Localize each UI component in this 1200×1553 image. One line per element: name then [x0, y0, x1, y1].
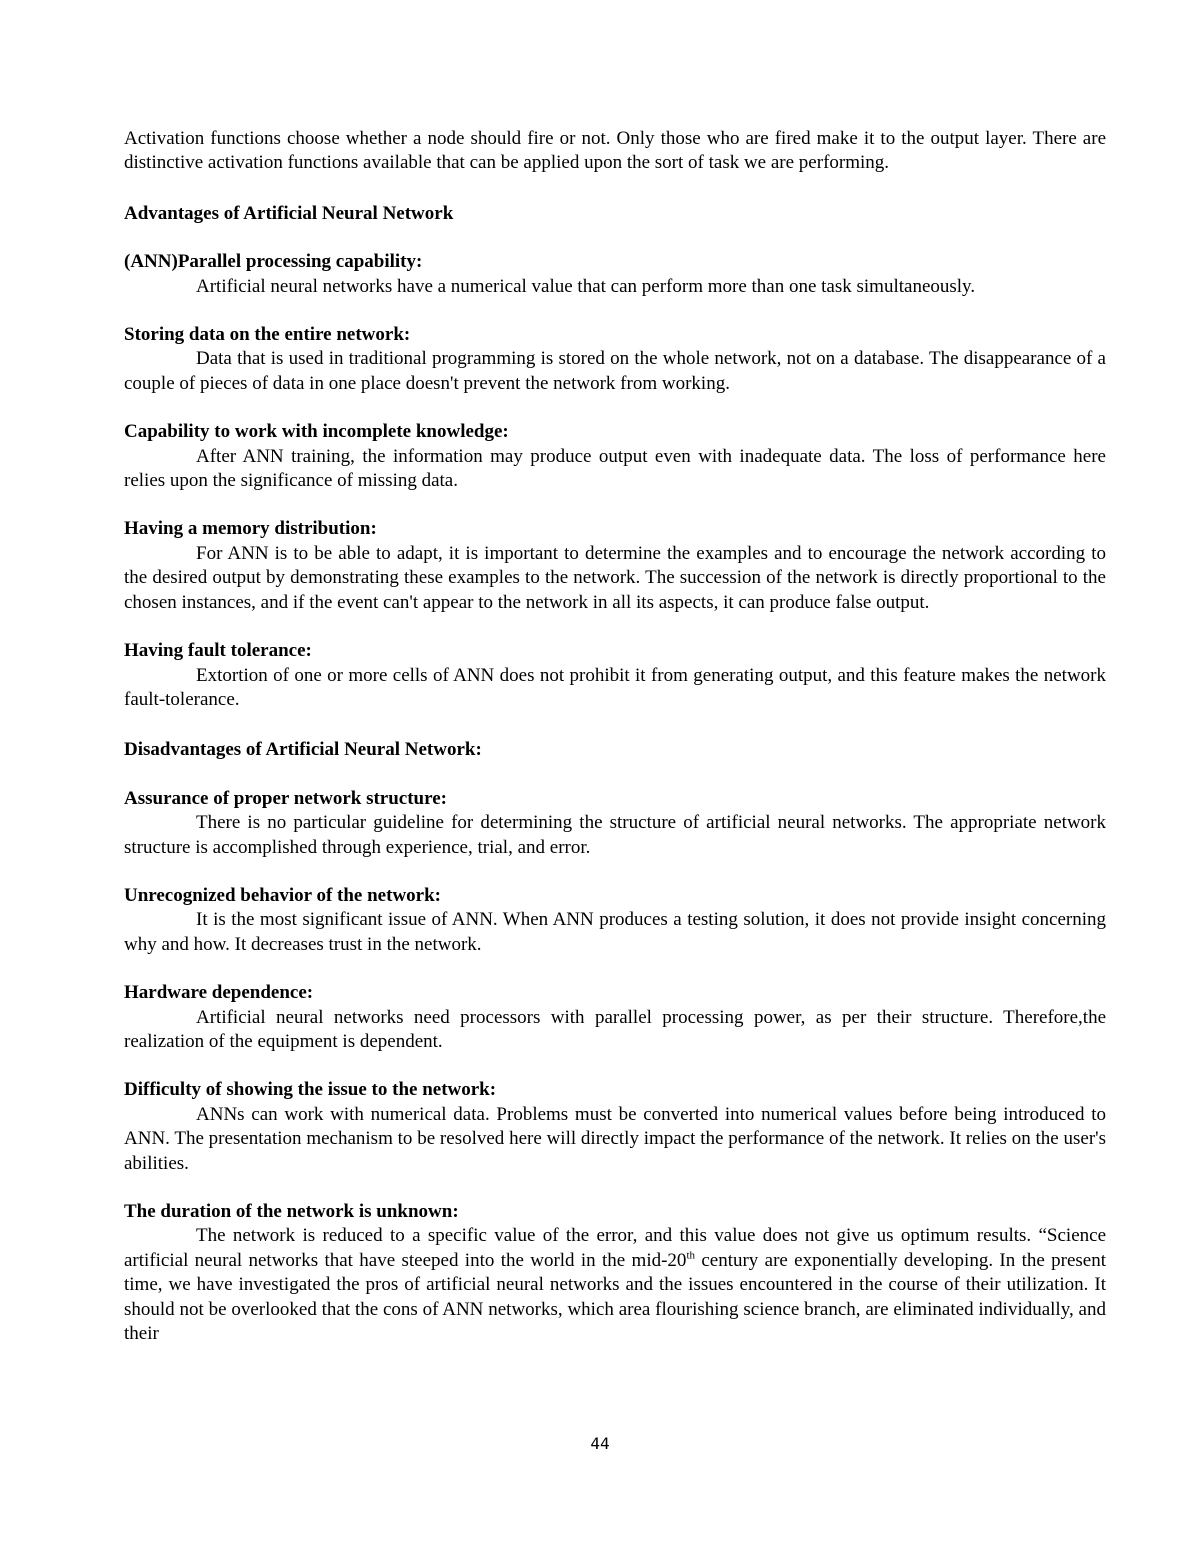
advantage-body: Artificial neural networks have a numerical value that can perform more than one task simultaneously.: [196, 275, 976, 297]
advantages-section: [124, 250, 1106, 712]
advantage-heading: Storing data on the entire network:: [124, 324, 411, 346]
advantage-body: Extortion of one or more cells of ANN does not prohibit it from generating output, and this feature makes the network fault-tolerance.: [124, 664, 1106, 710]
advantage-heading: Having fault tolerance:: [124, 640, 312, 662]
advantage-heading: Capability to work with incomplete knowledge:: [124, 421, 509, 443]
ordinal-suffix: th: [686, 1249, 695, 1262]
disadvantage-body: There is no particular guideline for determining the structure of artificial neural networks. The appropriate network structure is accomplished through experience, trial, and error.: [124, 812, 1106, 858]
intro-paragraph: Activation functions choose whether a node should fire or not. Only those who are fired make it to the output layer. There are distinctive activation functions available that can be applied upon the sort of task we are performing.: [124, 128, 1106, 174]
advantages-title: Advantages of Artificial Neural Network: [124, 202, 454, 224]
disadvantages-section: [124, 787, 1106, 1347]
disadvantage-heading: Unrecognized behavior of the network:: [124, 884, 441, 906]
disadvantage-heading: Difficulty of showing the issue to the network:: [124, 1079, 497, 1101]
duration-heading: The duration of the network is unknown:: [124, 1201, 459, 1222]
advantage-body: For ANN is to be able to adapt, it is important to determine the examples and to encourage the network according to the desired output by demonstrating these examples to the network. The succession of the network is directly proportional to the chosen instances, and if the event can't appear to the network in all its aspects, it can produce false output.: [124, 542, 1106, 613]
duration-body-text-continued: century are exponentially developing. In the present time, we have investigated the pros of artificial neural networks and the issues encountered in the course of their utilization. It should not be overlooked that the cons of ANN networks, which area flourishing science branch, are eliminated individually, and their: [124, 1249, 1106, 1345]
document-page: [124, 127, 1106, 1346]
disadvantage-heading: Hardware dependence:: [124, 982, 314, 1004]
disadvantage-body: It is the most significant issue of ANN. When ANN produces a testing solution, it does not provide insight concerning why and how. It decreases trust in the network.: [124, 909, 1106, 955]
advantage-heading: (ANN)Parallel processing capability:: [124, 251, 423, 273]
disadvantage-body: ANNs can work with numerical data. Problems must be converted into numerical values before being introduced to ANN. The presentation mechanism to be resolved here will directly impact the performance of the network. It relies on the user's abilities.: [124, 1103, 1106, 1174]
advantage-body: Data that is used in traditional programming is stored on the whole network, not on a database. The disappearance of a couple of pieces of data in one place doesn't prevent the network from working.: [124, 348, 1106, 394]
duration-body-text: The network is reduced to a specific value of the error, and this value does not give us optimum results. “Science artificial neural networks that have steeped into the world in the mid-20: [124, 1225, 1106, 1271]
disadvantages-title: Disadvantages of Artificial Neural Network:: [124, 739, 482, 761]
disadvantage-body: Artificial neural networks need processors with parallel processing power, as per their structure. Therefore,the realization of the equipment is dependent.: [124, 1006, 1106, 1052]
advantage-heading: Having a memory distribution:: [124, 518, 377, 540]
advantage-body: After ANN training, the information may produce output even with inadequate data. The loss of performance here relies upon the significance of missing data.: [124, 445, 1106, 492]
disadvantage-heading: Assurance of proper network structure:: [124, 787, 447, 809]
duration-body: [124, 1224, 1106, 1346]
page-number: 44: [590, 1434, 610, 1453]
